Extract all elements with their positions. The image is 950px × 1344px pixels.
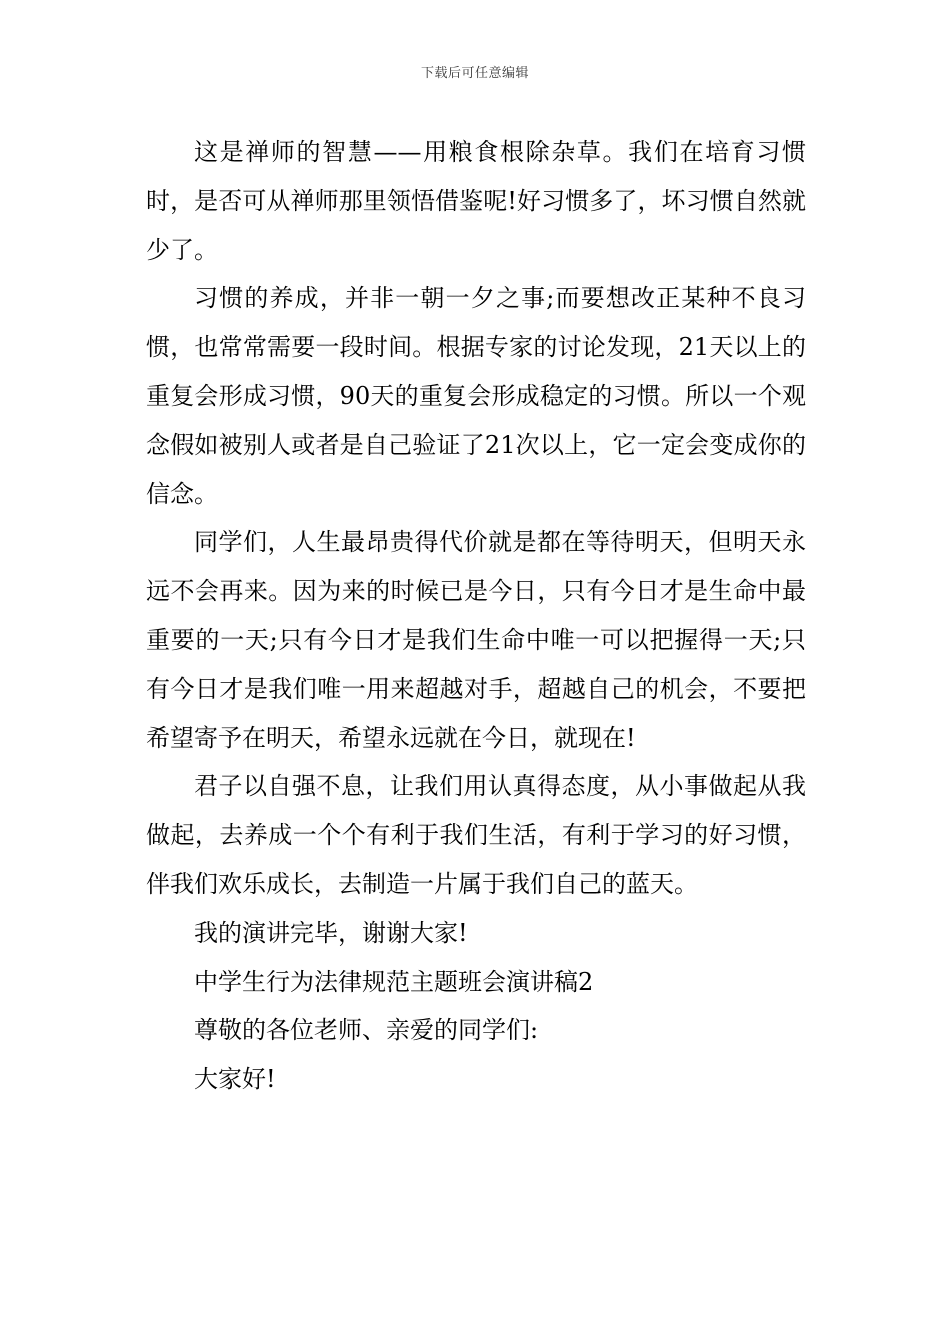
- page-header: 下载后可任意编辑: [420, 66, 529, 81]
- paragraph-habit-formation: 习惯的养成，并非一朝一夕之事;而要想改正某种不良习惯，也常常需要一段时间。根据专家的讨论发现，21天以上的重复会形成习惯，90天的重复会形成稳定的习惯。所以一个观念假如被别人或者是自己验证了21次以上，它一定会变成你的信念。: [146, 284, 806, 508]
- paragraph-salutation: 尊敬的各位老师、亲爱的同学们:: [194, 1016, 539, 1045]
- paragraph-seize-today: 同学们，人生最昂贵得代价就是都在等待明天，但明天永远不会再来。因为来的时候已是今日，只有今日才是生命中最重要的一天;只有今日才是我们生命中唯一可以把握得一天;只有今日才是我们唯一用来超越对手，超越自己的机会，不要把希望寄予在明天，希望永远就在今日，就现在!: [146, 528, 806, 752]
- paragraph-greeting: 大家好!: [194, 1065, 276, 1094]
- paragraph-closing-thanks: 我的演讲完毕，谢谢大家!: [194, 918, 468, 947]
- document-body: [146, 128, 806, 1104]
- paragraph-self-improvement: 君子以自强不息，让我们用认真得态度，从小事做起从我做起，去养成一个个有利于我们生活，有利于学习的好习惯，伴我们欢乐成长，去制造一片属于我们自己的蓝天。: [146, 772, 806, 898]
- paragraph-weeds-wisdom: 这是禅师的智慧——用粮食根除杂草。我们在培育习惯时，是否可从禅师那里领悟借鉴呢!好习惯多了，坏习惯自然就少了。: [146, 138, 806, 264]
- speech-title: 中学生行为法律规范主题班会演讲稿2: [194, 967, 594, 996]
